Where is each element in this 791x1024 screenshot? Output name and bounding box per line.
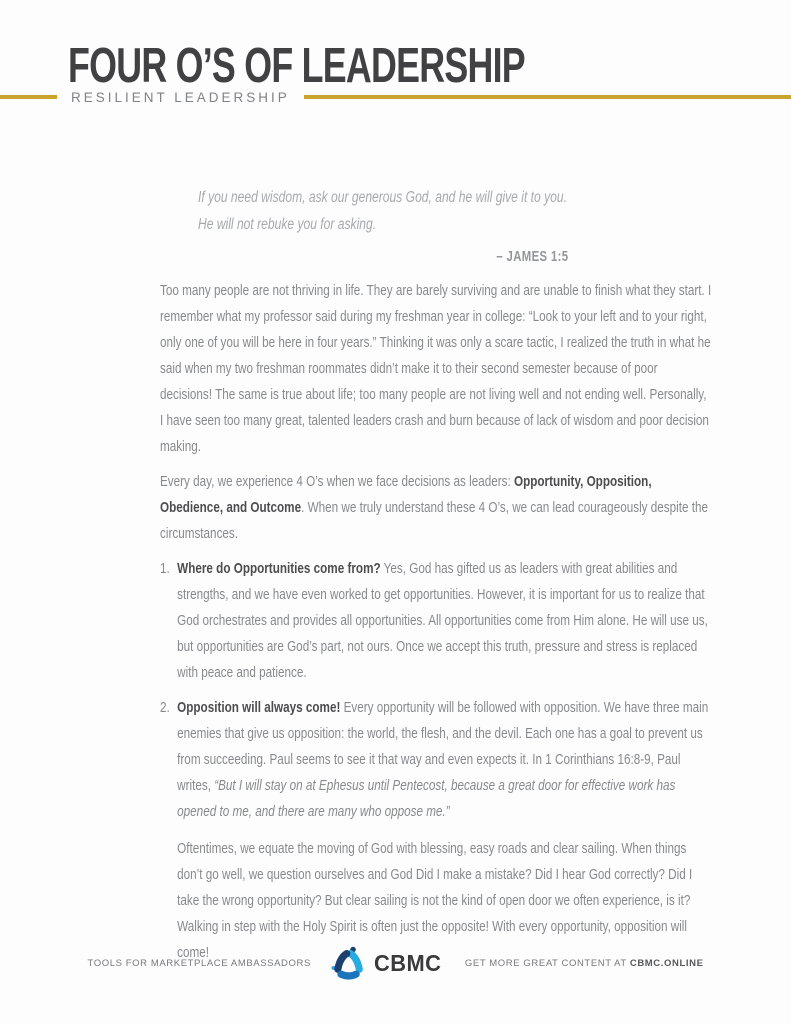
- corinthians-quote: “But I will stay on at Ephesus until Pentecost, because a great door for effective work has opened to me, and there are many who oppose me.”: [177, 777, 676, 820]
- text-run: . When we truly understand these 4 O’s, we can lead courageously despite the circumstances.: [160, 499, 709, 542]
- paragraph-four-os: [160, 469, 712, 547]
- cbmc-logo: [331, 946, 445, 980]
- page-footer: [0, 946, 791, 980]
- gold-rule-left: [0, 95, 57, 99]
- paragraph-intro: Too many people are not thriving in life. They are barely surviving and are unable to finish what they start. I remember what my professor said during my freshman year in college: “Look to your left and to your right, only one of you will be here in four years.” Thinking it was only a scare tactic, I realized the truth in what he said when my two freshman roommates didn’t make it to their second semester because of poor decisions! The same is true about life; too many people are not living well and not ending well. Personally, I have seen too many great, talented leaders crash and burn because of lack of wisdom and poor decision making.: [160, 282, 712, 455]
- list-item-opportunities: [160, 556, 712, 686]
- footer-right-tagline: [465, 958, 704, 969]
- list-number-2: 2.: [160, 699, 170, 716]
- cbmc-triangle-icon: [331, 946, 367, 980]
- text-run: Yes, God has gifted us as leaders with great abilities and strengths, and we have even worked to get opportunities. However, it is important for us to realize that God orchestrates and provides all opportunities. All opportunities come from Him alone. He will use us, but opportunities are God’s part, not ours. Once we accept this truth, pressure and stress is replaced with peace and patience.: [177, 560, 708, 681]
- four-os-bold-run: Opportunity, Opposition, Obedience, and Outcome: [160, 473, 652, 516]
- quote-line-2: He will not rebuke you for asking.: [198, 216, 377, 233]
- scripture-quote: [198, 184, 569, 271]
- list-item-2-followup: Oftentimes, we equate the moving of God with blessing, easy roads and clear sailing. When things don’t go well, we question ourselves and God Did I make a mistake? Did I hear God correctly? Did I take the wrong opportunity? But clear sailing is not the kind of open door we often experience, is it? Walking in step with the Holy Spirit is often just the opposite! With every opportunity, opposition will come!: [177, 840, 693, 961]
- cbmc-online-bold: CBMC.ONLINE: [629, 957, 704, 969]
- list-item-1-text: [177, 556, 712, 686]
- document-body: [160, 278, 712, 975]
- list-number-1: 1.: [160, 560, 170, 577]
- list-item-opposition: [160, 695, 712, 966]
- list-item-1-body: [177, 556, 712, 686]
- text-run: Every day, we experience 4 O’s when we face decisions as leaders:: [160, 473, 515, 490]
- list-item-1-heading: Where do Opportunities come from?: [177, 560, 381, 577]
- header-divider: [0, 89, 791, 105]
- page-subtitle: RESILIENT LEADERSHIP: [71, 89, 290, 105]
- quote-line-1: If you need wisdom, ask our generous God, and he will give it to you.: [198, 189, 567, 206]
- cbmc-wordmark: CBMC: [373, 949, 442, 976]
- footer-left-tagline: TOOLS FOR MARKETPLACE AMBASSADORS: [87, 957, 311, 969]
- quote-attribution: – JAMES 1:5: [496, 249, 569, 265]
- list-item-2-heading: Opposition will always come!: [177, 699, 341, 716]
- text-run: GET MORE GREAT CONTENT AT: [464, 957, 630, 969]
- page-title: FOUR O’S OF LEADERSHIP: [68, 39, 525, 93]
- list-item-2-body: [177, 695, 712, 966]
- text-run: Every opportunity will be followed with opposition. We have three main enemies that give us opposition: the world, the flesh, and the devil. Each one has a goal to prevent us from succeeding. Paul seems to see it that way and even expects it. In 1 Corinthians 16:8-9, Paul writes,: [177, 699, 709, 794]
- gold-rule-right: [304, 95, 791, 99]
- list-item-2-text: [177, 695, 712, 825]
